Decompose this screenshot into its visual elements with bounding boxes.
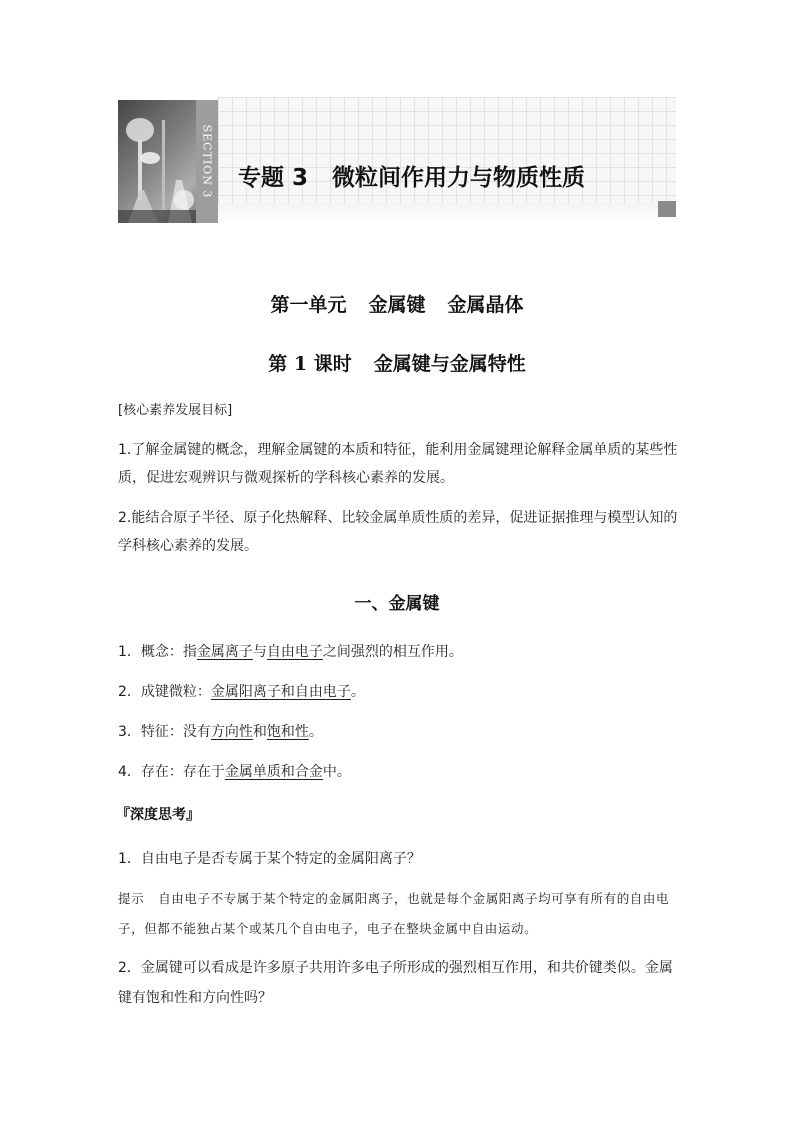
lesson-number: 1 xyxy=(293,353,308,375)
answer-1-text: 自由电子不专属于某个特定的金属阳离子，也就是每个金属阳离子均可享有所有的自由电子，但都不能独占某个或某几个自由电子，电子在整块金属中自由运动。 xyxy=(118,891,670,936)
lesson-label-post: 课时 xyxy=(313,353,352,375)
answer-underlined: 方向性 xyxy=(210,724,253,740)
item-text: 2．成键微粒： xyxy=(118,684,211,700)
list-item-particles xyxy=(118,679,365,705)
item-text: 中。 xyxy=(322,764,351,780)
banner-fade xyxy=(218,203,676,225)
section-heading: 一、金属键 xyxy=(354,594,440,614)
chapter-title xyxy=(238,159,585,192)
lesson-title xyxy=(0,349,794,376)
section-label: SECTION 3 xyxy=(200,124,214,199)
list-item-existence xyxy=(118,759,351,785)
lesson-label-pre: 第 xyxy=(268,353,288,375)
section-strip xyxy=(196,100,218,223)
answer-underlined: 金属离子 xyxy=(196,644,253,660)
answer-underlined: 金属单质和合金 xyxy=(224,764,323,780)
item-text: 3．特征：没有 xyxy=(118,724,211,740)
list-item-concept xyxy=(118,639,463,665)
banner-corner-block xyxy=(658,201,676,217)
chapter-number: 专题 3 xyxy=(238,165,309,191)
goals-heading: [核心素养发展目标] xyxy=(118,403,233,418)
banner-grid-background xyxy=(218,97,676,217)
goal-item-1: 1.了解金属键的概念，理解金属键的本质和特征，能利用金属键理论解释金属单质的某些性质，促进宏观辨识与微观探析的学科核心素养的发展。 xyxy=(118,442,678,486)
item-text: 。 xyxy=(350,684,365,700)
answer-underlined: 金属阳离子和自由电子 xyxy=(210,684,351,700)
deep-thinking-heading: 『深度思考』 xyxy=(116,807,200,823)
question-2: 2．金属键可以看成是许多原子共用许多电子所形成的强烈相互作用，和共价键类似。金属键有饱和性和方向性吗？ xyxy=(118,960,673,1006)
item-text: 1．概念：指 xyxy=(118,644,197,660)
goal-item-2: 2.能结合原子半径、原子化热解释、比较金属单质性质的差异，促进证据推理与模型认知的学科核心素养的发展。 xyxy=(118,510,678,554)
question-1: 1．自由电子是否专属于某个特定的金属阳离子？ xyxy=(118,851,421,867)
item-text: 。 xyxy=(308,724,323,740)
item-text: 4．存在：存在于 xyxy=(118,764,225,780)
answer-underlined: 饱和性 xyxy=(266,724,309,740)
answer-underlined: 自由电子 xyxy=(266,644,323,660)
unit-title xyxy=(0,290,794,317)
item-text: 与 xyxy=(252,644,267,660)
unit-title-b: 金属晶体 xyxy=(447,294,524,316)
lesson-name: 金属键与金属特性 xyxy=(373,353,526,375)
hint-tag: 提示 xyxy=(118,891,145,906)
item-text: 和 xyxy=(252,724,267,740)
chapter-name: 微粒间作用力与物质性质 xyxy=(332,165,586,191)
unit-label: 第一单元 xyxy=(270,294,347,316)
list-item-features xyxy=(118,719,323,745)
item-text: 之间强烈的相互作用。 xyxy=(322,644,463,660)
unit-title-a: 金属键 xyxy=(368,294,426,316)
chapter-banner xyxy=(118,97,676,225)
answer-1 xyxy=(118,884,682,944)
